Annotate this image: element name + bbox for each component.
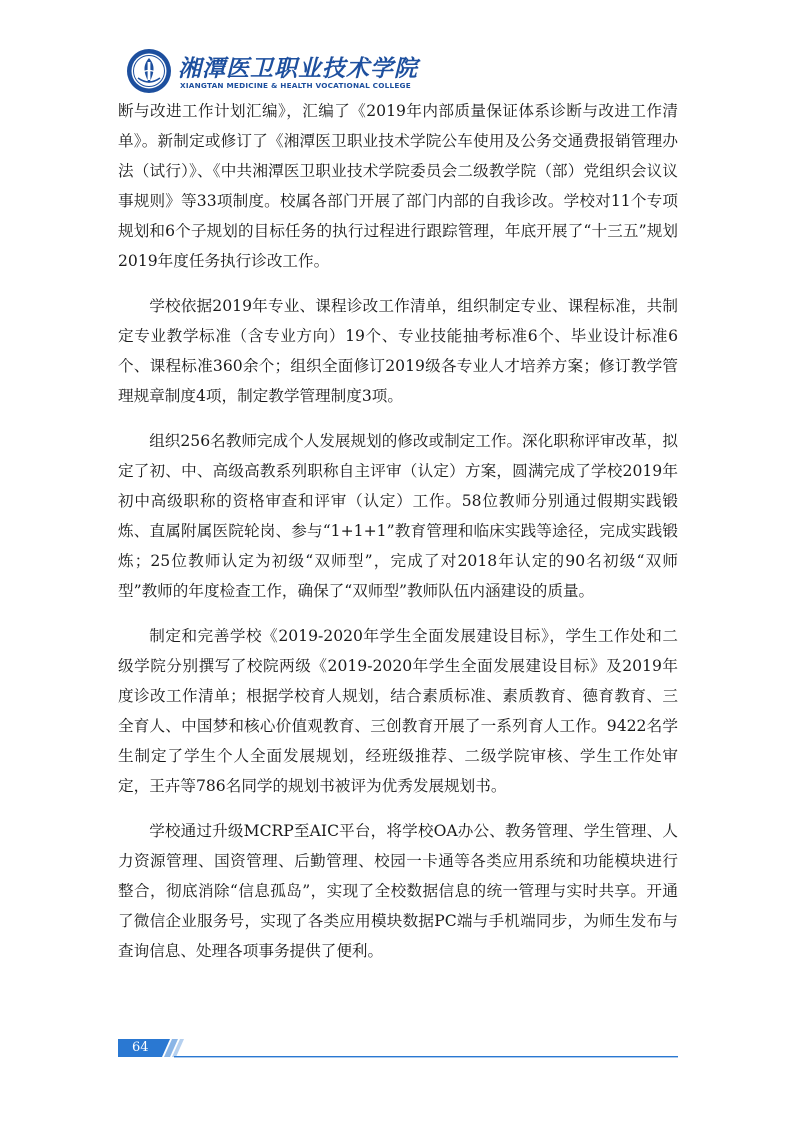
college-seal-icon [126, 48, 172, 94]
page-footer [118, 1037, 678, 1061]
paragraph-2: 学校依据2019年专业、课程诊改工作清单，组织制定专业、课程标准，共制定专业教学标准（含专业方向）19个、专业技能抽考标准6个、毕业设计标准6个、课程标准360余个；组织全面修订2019级各专业人才培养方案；修订教学管理规章制度4项，制定教学管理制度3项。 [118, 297, 678, 405]
page-number: 64 [132, 1040, 149, 1055]
footer-bar [118, 1037, 678, 1061]
paragraph-4: 制定和完善学校《2019-2020年学生全面发展建设目标》，学生工作处和二级学院分别撰写了校院两级《2019-2020年学生全面发展建设目标》及2019年度诊改工作清单；根据学校育人规划，结合素质标准、素质教育、德育教育、三全育人、中国梦和核心价值观教育、三创教育开展了一系列育人工作。9422名学生制定了学生个人全面发展规划，经班级推荐、二级学院审核、学生工作处审定，王卉等786名同学的规划书被评为优秀发展规划书。 [118, 627, 678, 795]
college-name-en: XIANGTAN MEDICINE & HEALTH VOCATIONAL COLLEGE [180, 81, 411, 90]
college-name-cn: 湘潭医卫职业技术学院 [178, 55, 418, 82]
paragraph-3: 组织256名教师完成个人发展规划的修改或制定工作。深化职称评审改革，拟定了初、中、高级高教系列职称自主评审（认定）方案，圆满完成了学校2019年初中高级职称的资格审查和评审（认定）工作。58位教师分别通过假期实践锻炼、直属附属医院轮岗、参与“1+1+1”教育管理和临床实践等途径，完成实践锻炼；25位教师认定为初级“双师型”，完成了对2018年认定的90名初级“双师型”教师的年度检查工作，确保了“双师型”教师队伍内涵建设的质量。 [118, 432, 678, 600]
paragraph-1: 断与改进工作计划汇编》，汇编了《2019年内部质量保证体系诊断与改进工作清单》。新制定或修订了《湘潭医卫职业技术学院公车使用及公务交通费报销管理办法（试行）》、《中共湘潭医卫职业技术学院委员会二级教学院（部）党组织会议议事规则》等33项制度。校属各部门开展了部门内部的自我诊改。学校对11个专项规划和6个子规划的目标任务的执行过程进行跟踪管理，年底开展了“十三五”规划2019年度任务执行诊改工作。 [118, 102, 678, 270]
paragraph-5: 学校通过升级MCRP至AIC平台，将学校OA办公、教务管理、学生管理、人力资源管理、国资管理、后勤管理、校园一卡通等各类应用系统和功能模块进行整合，彻底消除“信息孤岛”，实现了全校数据信息的统一管理与实时共享。开通了微信企业服务号，实现了各类应用模块数据PC端与手机端同步，为师生发布与查询信息、处理各项事务提供了便利。 [118, 822, 678, 960]
page-header [126, 48, 418, 98]
document-body [118, 96, 678, 981]
